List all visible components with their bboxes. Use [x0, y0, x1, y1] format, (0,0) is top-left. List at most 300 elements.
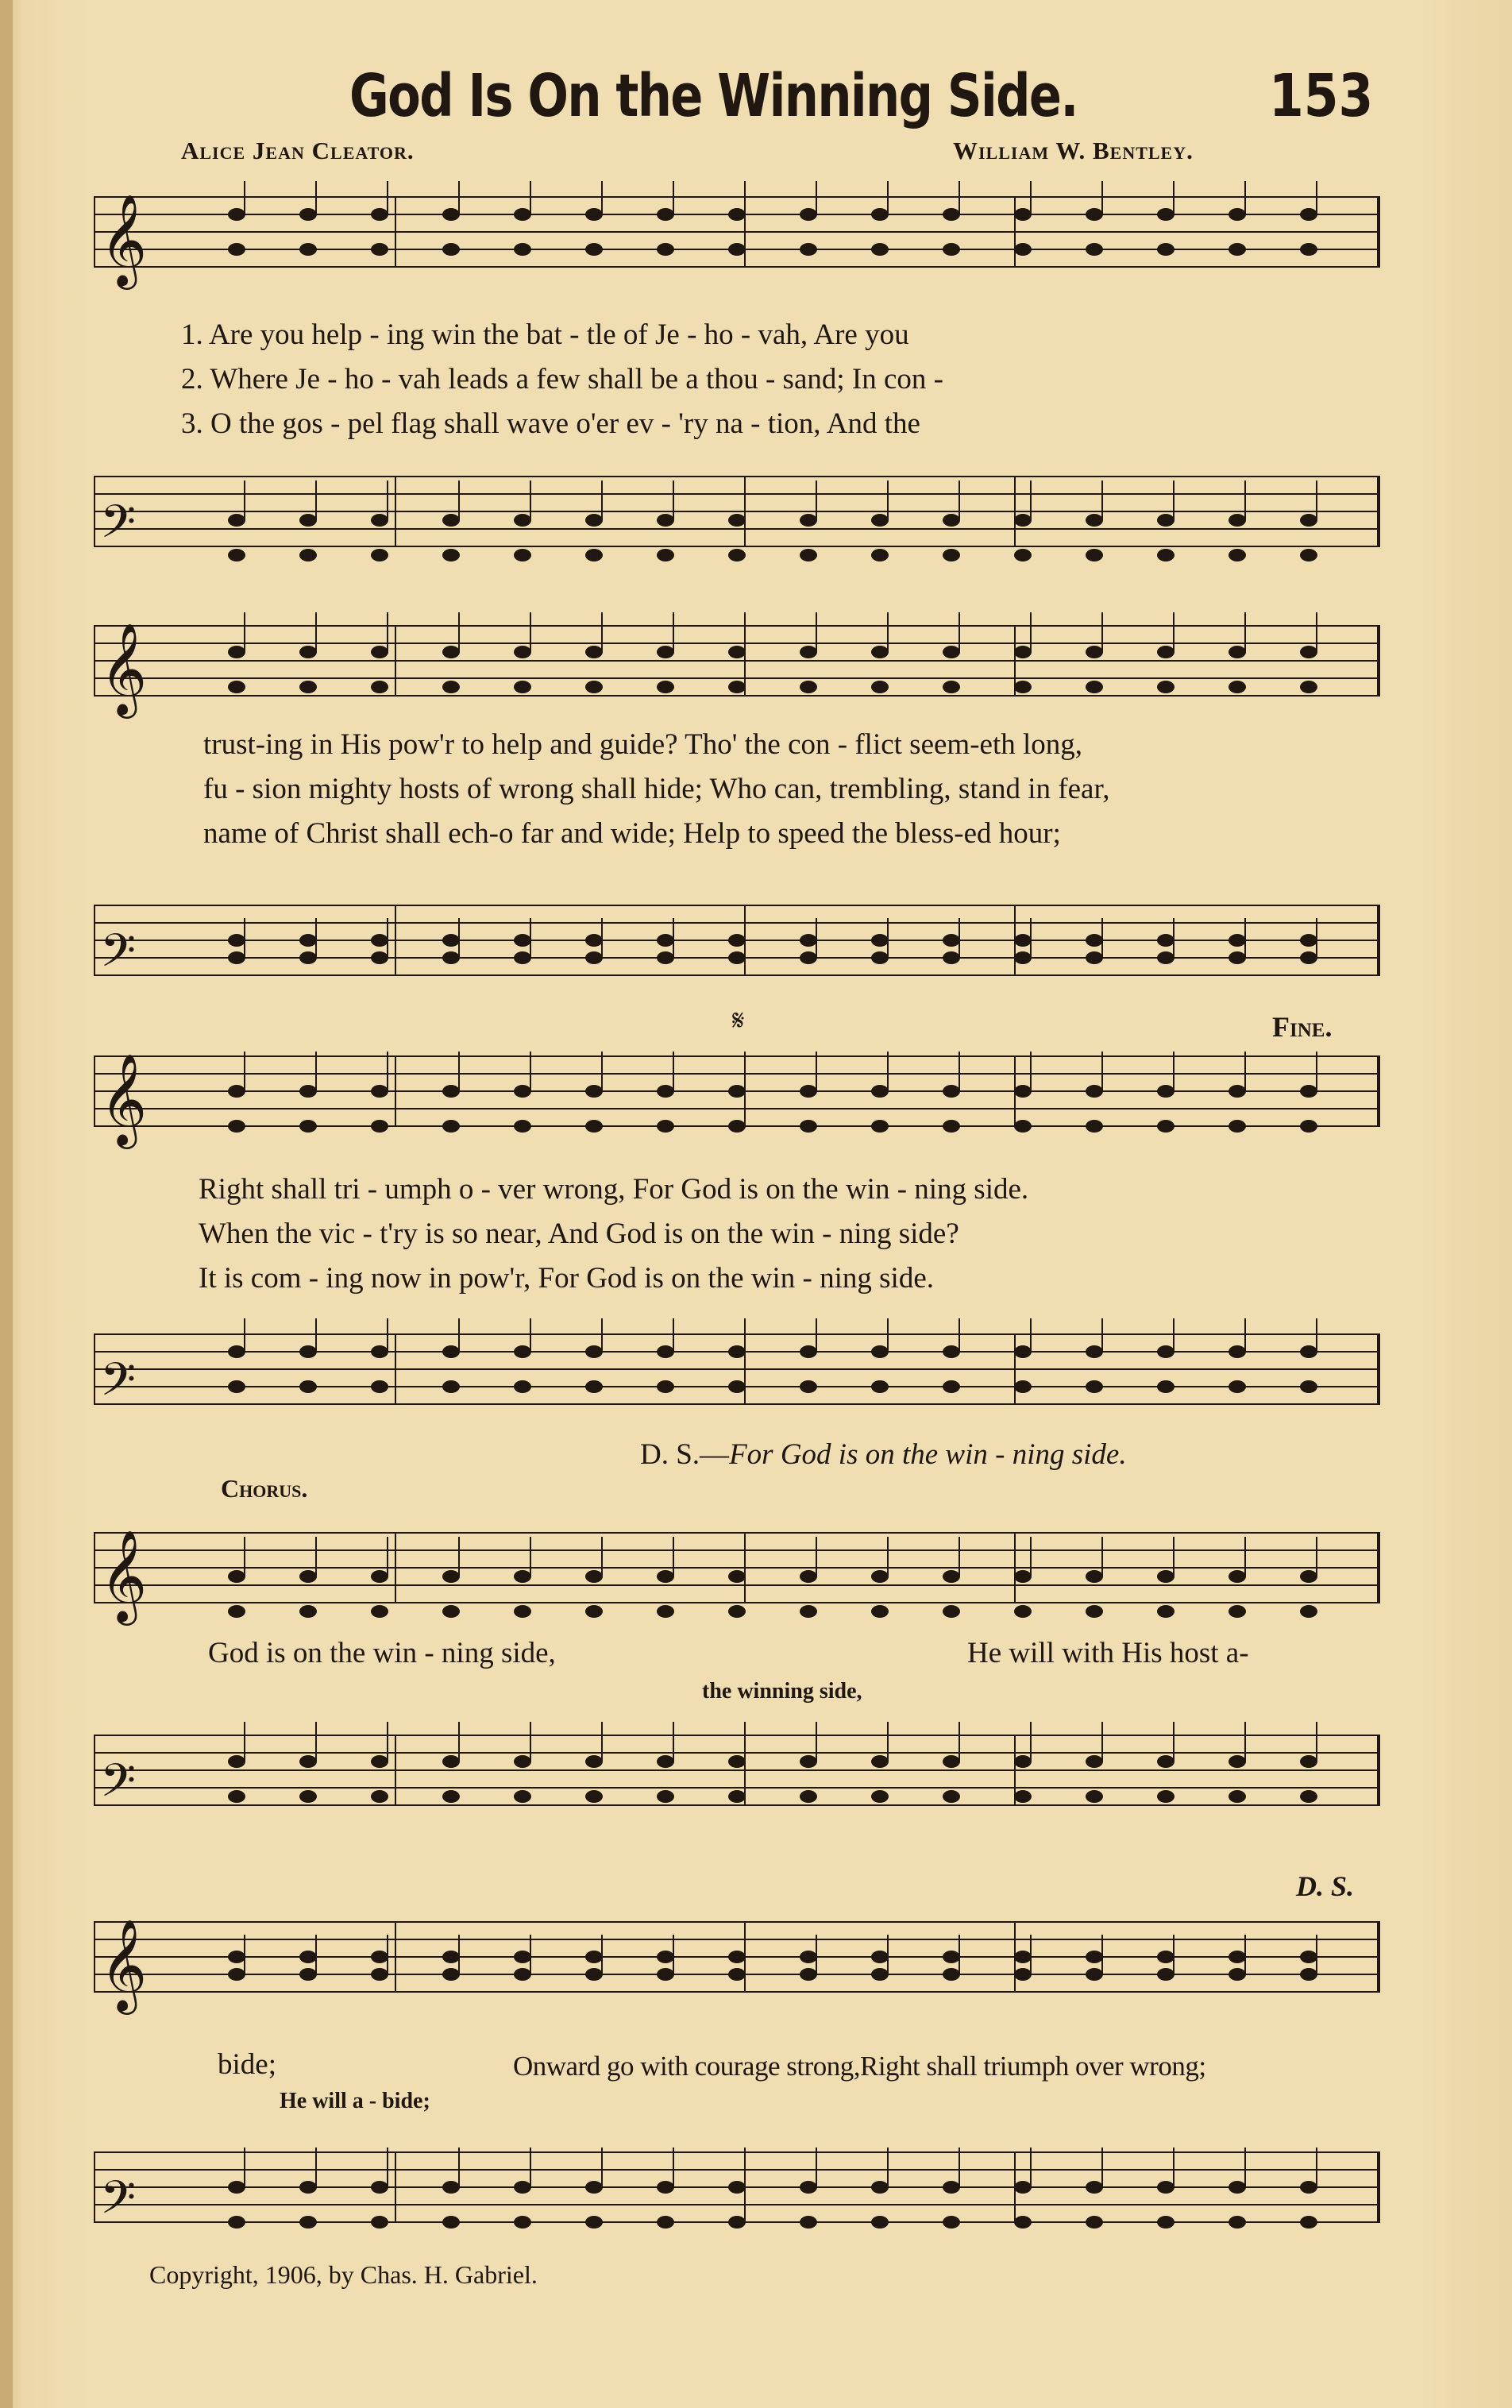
- note-head: [1086, 2181, 1103, 2194]
- note-head: [1300, 1951, 1317, 1963]
- note-head: [1157, 1380, 1174, 1393]
- verse1-line2: trust-ing in His pow'r to help and guide? Tho' the con - flict seem-eth long,: [203, 728, 1083, 761]
- note-head: [1228, 1570, 1246, 1583]
- note-head: [943, 1085, 960, 1098]
- note-head: [1086, 1120, 1103, 1133]
- note-head: [943, 514, 960, 527]
- note-head: [371, 208, 388, 221]
- note-head: [1228, 951, 1246, 964]
- note-head: [514, 681, 531, 693]
- note-head: [1157, 1120, 1174, 1133]
- note-head: [442, 1345, 460, 1358]
- note-head: [728, 1755, 746, 1768]
- note-head: [228, 208, 245, 221]
- note-head: [1157, 1085, 1174, 1098]
- note-head: [585, 2181, 603, 2194]
- note-head: [1157, 1951, 1174, 1963]
- note-head: [585, 549, 603, 561]
- ds-end-marking: D. S.: [1296, 1870, 1355, 1902]
- note-head: [1228, 1790, 1246, 1803]
- note-head: [800, 2181, 817, 2194]
- staff-bass-3: [94, 1318, 1380, 1445]
- note-head: [371, 1570, 388, 1583]
- verse3-line2: name of Christ shall ech-o far and wide; Help to speed the bless-ed hour;: [203, 817, 1061, 850]
- verse3-line1: 3. O the gos - pel flag shall wave o'er ev - 'ry na - tion, And the: [181, 407, 920, 440]
- note-head: [1157, 1968, 1174, 1981]
- note-head: [585, 1755, 603, 1768]
- staff-treble-3: [94, 1040, 1380, 1167]
- note-head: [1157, 2181, 1174, 2194]
- note-head: [585, 951, 603, 964]
- note-head: [299, 1755, 317, 1768]
- note-head: [228, 1570, 245, 1583]
- note-head: [442, 951, 460, 964]
- note-head: [728, 1380, 746, 1393]
- note-head: [871, 1755, 889, 1768]
- dal-segno-instruction: [640, 1437, 1127, 1472]
- bass-clef-icon: 𝄢: [100, 1353, 137, 1418]
- note-head: [657, 951, 674, 964]
- note-head: [585, 681, 603, 693]
- note-head: [657, 1380, 674, 1393]
- note-head: [442, 681, 460, 693]
- note-head: [1014, 1380, 1032, 1393]
- page-number: 153: [1269, 62, 1374, 130]
- note-head: [943, 2216, 960, 2229]
- note-head: [1014, 1085, 1032, 1098]
- note-head: [299, 243, 317, 256]
- note-head: [1228, 243, 1246, 256]
- note-head: [871, 2216, 889, 2229]
- bass-clef-icon: 𝄢: [100, 495, 137, 560]
- note-head: [1228, 2181, 1246, 2194]
- note-head: [1228, 1951, 1246, 1963]
- note-head: [1086, 208, 1103, 221]
- note-head: [728, 2181, 746, 2194]
- note-head: [1157, 208, 1174, 221]
- note-head: [228, 2181, 245, 2194]
- note-head: [299, 951, 317, 964]
- note-head: [728, 514, 746, 527]
- note-head: [442, 1570, 460, 1583]
- note-head: [943, 1380, 960, 1393]
- chorus-heading: Chorus.: [221, 1474, 308, 1503]
- note-head: [943, 549, 960, 561]
- note-head: [299, 549, 317, 561]
- note-head: [1086, 934, 1103, 947]
- note-head: [1014, 1605, 1032, 1618]
- note-head: [657, 2181, 674, 2194]
- note-head: [228, 1605, 245, 1618]
- verse2-line2: fu - sion mighty hosts of wrong shall hide; Who can, trembling, stand in fear,: [203, 773, 1110, 805]
- note-head: [299, 646, 317, 658]
- note-head: [299, 1120, 317, 1133]
- note-head: [1300, 1605, 1317, 1618]
- note-head: [657, 1605, 674, 1618]
- note-head: [442, 1085, 460, 1098]
- note-head: [871, 1968, 889, 1981]
- note-head: [800, 1951, 817, 1963]
- note-head: [657, 934, 674, 947]
- segno-sign: 𝄋: [732, 1005, 745, 1036]
- chorus-line2a: bide;: [218, 2048, 276, 2081]
- note-head: [1086, 1085, 1103, 1098]
- note-head: [871, 951, 889, 964]
- note-head: [1228, 1120, 1246, 1133]
- note-head: [299, 1570, 317, 1583]
- note-head: [943, 2181, 960, 2194]
- book-spine-edge: [0, 0, 13, 2408]
- note-head: [728, 1605, 746, 1618]
- chorus-line1b: He will with His host a-: [967, 1637, 1249, 1669]
- note-head: [657, 1570, 674, 1583]
- note-head: [228, 681, 245, 693]
- note-head: [371, 934, 388, 947]
- note-head: [585, 1790, 603, 1803]
- note-head: [371, 1380, 388, 1393]
- note-head: [1300, 243, 1317, 256]
- note-head: [299, 1605, 317, 1618]
- note-head: [442, 243, 460, 256]
- treble-clef-icon: 𝄞: [100, 1052, 148, 1145]
- bass-clef-icon: 𝄢: [100, 924, 137, 989]
- fine-marking: Fine.: [1272, 1011, 1333, 1043]
- note-head: [228, 1380, 245, 1393]
- note-head: [585, 208, 603, 221]
- note-head: [1014, 1345, 1032, 1358]
- note-head: [228, 549, 245, 561]
- note-head: [1014, 1790, 1032, 1803]
- note-head: [228, 951, 245, 964]
- note-head: [228, 1755, 245, 1768]
- staff-treble-2: [94, 610, 1380, 737]
- note-head: [1228, 681, 1246, 693]
- note-head: [1300, 208, 1317, 221]
- note-head: [228, 514, 245, 527]
- note-head: [228, 934, 245, 947]
- note-head: [871, 1085, 889, 1098]
- note-head: [871, 1345, 889, 1358]
- note-head: [1086, 1380, 1103, 1393]
- note-head: [871, 549, 889, 561]
- note-head: [442, 1605, 460, 1618]
- note-head: [1300, 1755, 1317, 1768]
- note-head: [442, 646, 460, 658]
- note-head: [585, 1085, 603, 1098]
- note-head: [228, 1790, 245, 1803]
- note-head: [657, 208, 674, 221]
- note-head: [299, 1951, 317, 1963]
- note-head: [1157, 1790, 1174, 1803]
- note-head: [800, 1380, 817, 1393]
- note-head: [514, 1790, 531, 1803]
- note-head: [514, 514, 531, 527]
- note-head: [871, 934, 889, 947]
- note-head: [800, 1345, 817, 1358]
- note-head: [1086, 549, 1103, 561]
- note-head: [728, 1951, 746, 1963]
- note-head: [1228, 1755, 1246, 1768]
- note-head: [442, 1790, 460, 1803]
- note-head: [514, 549, 531, 561]
- note-head: [657, 1755, 674, 1768]
- note-head: [1086, 1605, 1103, 1618]
- ds-label: D. S.—: [640, 1438, 730, 1471]
- note-head: [728, 208, 746, 221]
- note-head: [728, 1790, 746, 1803]
- ds-words: For God is on the win - ning side.: [729, 1438, 1127, 1471]
- staff-bass-1: [94, 461, 1380, 588]
- note-head: [800, 514, 817, 527]
- note-head: [657, 1968, 674, 1981]
- note-head: [228, 1345, 245, 1358]
- note-head: [728, 1085, 746, 1098]
- note-head: [299, 934, 317, 947]
- note-head: [1014, 934, 1032, 947]
- note-head: [371, 1951, 388, 1963]
- note-head: [585, 514, 603, 527]
- note-head: [1086, 681, 1103, 693]
- verse2-line3: When the vic - t'ry is so near, And God is on the win - ning side?: [199, 1218, 959, 1250]
- staff-bass-5: [94, 2136, 1380, 2263]
- note-head: [442, 934, 460, 947]
- note-head: [800, 1605, 817, 1618]
- note-head: [1157, 243, 1174, 256]
- note-head: [943, 243, 960, 256]
- note-head: [442, 1120, 460, 1133]
- staff-bass-4: [94, 1719, 1380, 1847]
- note-head: [442, 1968, 460, 1981]
- note-head: [585, 243, 603, 256]
- note-head: [1014, 2181, 1032, 2194]
- note-head: [371, 549, 388, 561]
- note-head: [514, 1120, 531, 1133]
- note-head: [1157, 1605, 1174, 1618]
- note-head: [514, 1570, 531, 1583]
- note-head: [871, 243, 889, 256]
- note-head: [585, 1605, 603, 1618]
- note-head: [1157, 951, 1174, 964]
- note-head: [371, 1755, 388, 1768]
- note-head: [1300, 681, 1317, 693]
- note-head: [800, 646, 817, 658]
- note-head: [943, 951, 960, 964]
- note-head: [943, 1755, 960, 1768]
- note-head: [943, 1605, 960, 1618]
- note-head: [1300, 1120, 1317, 1133]
- note-head: [943, 1790, 960, 1803]
- note-head: [442, 2181, 460, 2194]
- note-head: [1157, 549, 1174, 561]
- note-head: [1300, 1570, 1317, 1583]
- note-head: [871, 1120, 889, 1133]
- copyright-notice: Copyright, 1906, by Chas. H. Gabriel.: [149, 2260, 538, 2289]
- note-head: [1086, 646, 1103, 658]
- note-head: [657, 243, 674, 256]
- note-head: [371, 243, 388, 256]
- note-head: [728, 2216, 746, 2229]
- note-head: [657, 1790, 674, 1803]
- treble-clef-icon: 𝄞: [100, 1529, 148, 1622]
- treble-clef-icon: 𝄞: [100, 622, 148, 715]
- note-head: [728, 549, 746, 561]
- note-head: [943, 646, 960, 658]
- note-head: [299, 514, 317, 527]
- note-head: [514, 243, 531, 256]
- note-head: [371, 514, 388, 527]
- note-head: [871, 208, 889, 221]
- note-head: [514, 646, 531, 658]
- note-head: [943, 681, 960, 693]
- note-head: [1014, 243, 1032, 256]
- note-head: [1228, 646, 1246, 658]
- note-head: [1300, 951, 1317, 964]
- note-head: [1086, 2216, 1103, 2229]
- note-head: [299, 1345, 317, 1358]
- note-head: [728, 681, 746, 693]
- staff-bass-2: [94, 889, 1380, 1017]
- note-head: [728, 934, 746, 947]
- chorus-line1: God is on the win - ning side,: [208, 1637, 556, 1669]
- note-head: [1228, 514, 1246, 527]
- note-head: [1300, 1380, 1317, 1393]
- note-head: [1014, 646, 1032, 658]
- note-head: [514, 1951, 531, 1963]
- note-head: [1157, 681, 1174, 693]
- bass-clef-icon: 𝄢: [100, 2171, 137, 2236]
- note-head: [871, 681, 889, 693]
- note-head: [1086, 1345, 1103, 1358]
- note-head: [800, 951, 817, 964]
- note-head: [800, 1968, 817, 1981]
- note-head: [800, 2216, 817, 2229]
- note-head: [1300, 1968, 1317, 1981]
- note-head: [943, 1120, 960, 1133]
- note-head: [1228, 1085, 1246, 1098]
- note-head: [585, 2216, 603, 2229]
- note-head: [1157, 934, 1174, 947]
- verse2-line1: 2. Where Je - ho - vah leads a few shall be a thou - sand; In con -: [181, 363, 943, 396]
- note-head: [514, 208, 531, 221]
- note-head: [371, 951, 388, 964]
- note-head: [371, 1790, 388, 1803]
- note-head: [728, 1968, 746, 1981]
- note-head: [514, 934, 531, 947]
- note-head: [1228, 208, 1246, 221]
- note-head: [371, 681, 388, 693]
- note-head: [1086, 1951, 1103, 1963]
- author-credit: Alice Jean Cleator.: [181, 137, 415, 164]
- note-head: [871, 646, 889, 658]
- note-head: [299, 1085, 317, 1098]
- note-head: [1014, 1951, 1032, 1963]
- note-head: [514, 1085, 531, 1098]
- note-head: [728, 1570, 746, 1583]
- note-head: [442, 2216, 460, 2229]
- note-head: [800, 1120, 817, 1133]
- composer-credit: William W. Bentley.: [953, 137, 1194, 164]
- note-head: [657, 549, 674, 561]
- note-head: [299, 1380, 317, 1393]
- note-head: [1014, 2216, 1032, 2229]
- note-head: [1157, 514, 1174, 527]
- note-head: [371, 1085, 388, 1098]
- note-head: [728, 1120, 746, 1133]
- note-head: [585, 646, 603, 658]
- note-head: [1300, 934, 1317, 947]
- verse1-line3: Right shall tri - umph o - ver wrong, For God is on the win - ning side.: [199, 1173, 1029, 1206]
- note-head: [442, 549, 460, 561]
- note-head: [1014, 549, 1032, 561]
- note-head: [371, 1120, 388, 1133]
- note-head: [585, 1380, 603, 1393]
- treble-clef-icon: 𝄞: [100, 193, 148, 286]
- chorus-echo2: He will a - bide;: [280, 2089, 430, 2113]
- note-head: [728, 646, 746, 658]
- note-head: [728, 951, 746, 964]
- note-head: [1014, 1755, 1032, 1768]
- note-head: [585, 1120, 603, 1133]
- note-head: [1300, 1085, 1317, 1098]
- note-head: [800, 681, 817, 693]
- note-head: [1086, 1570, 1103, 1583]
- note-head: [299, 681, 317, 693]
- note-head: [800, 1755, 817, 1768]
- note-head: [228, 1968, 245, 1981]
- note-head: [943, 1951, 960, 1963]
- note-head: [1086, 243, 1103, 256]
- note-head: [371, 1968, 388, 1981]
- note-head: [1014, 951, 1032, 964]
- note-head: [514, 1755, 531, 1768]
- note-head: [1157, 1570, 1174, 1583]
- note-head: [299, 208, 317, 221]
- note-head: [1300, 549, 1317, 561]
- note-head: [1300, 1790, 1317, 1803]
- note-head: [1228, 1345, 1246, 1358]
- note-head: [1014, 1968, 1032, 1981]
- note-head: [800, 1790, 817, 1803]
- note-head: [371, 646, 388, 658]
- note-head: [514, 1380, 531, 1393]
- note-head: [228, 2216, 245, 2229]
- note-head: [514, 1605, 531, 1618]
- note-head: [728, 1345, 746, 1358]
- chorus-line2b: Onward go with courage strong,Right shall triumph over wrong;: [513, 2051, 1206, 2082]
- chorus-echo1: the winning side,: [702, 1679, 862, 1704]
- note-head: [800, 1085, 817, 1098]
- note-head: [728, 243, 746, 256]
- note-head: [1014, 1120, 1032, 1133]
- note-head: [1300, 646, 1317, 658]
- note-head: [800, 1570, 817, 1583]
- note-head: [657, 1120, 674, 1133]
- note-head: [228, 243, 245, 256]
- note-head: [585, 1345, 603, 1358]
- note-head: [228, 1951, 245, 1963]
- staff-treble-1: [94, 181, 1380, 308]
- note-head: [514, 951, 531, 964]
- note-head: [943, 1570, 960, 1583]
- note-head: [442, 1951, 460, 1963]
- note-head: [800, 208, 817, 221]
- note-head: [1086, 1968, 1103, 1981]
- note-head: [442, 208, 460, 221]
- note-head: [1157, 1345, 1174, 1358]
- note-head: [1086, 951, 1103, 964]
- note-head: [871, 1790, 889, 1803]
- note-head: [1157, 1755, 1174, 1768]
